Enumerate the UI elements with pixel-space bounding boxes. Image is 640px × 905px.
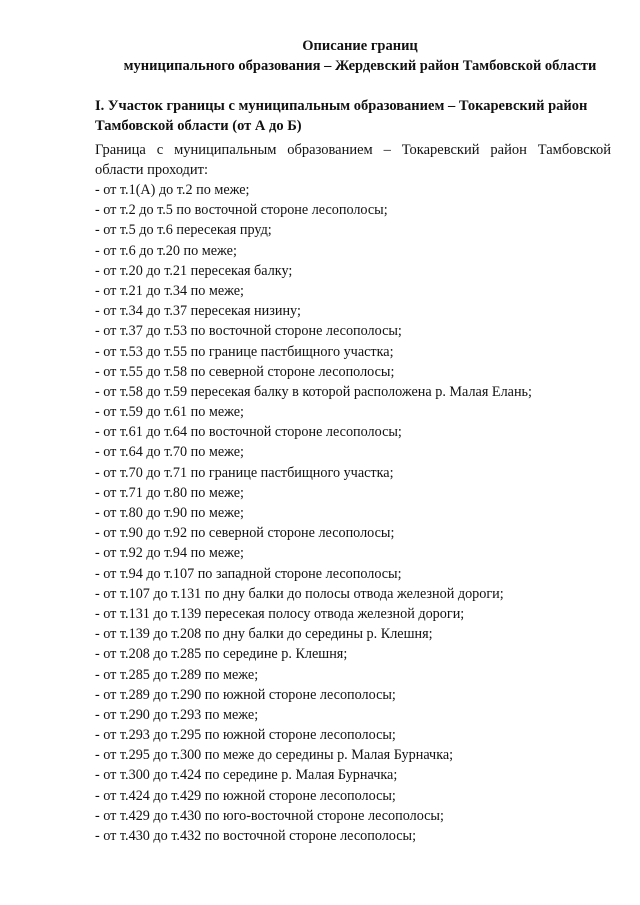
list-item: - от т.1(А) до т.2 по меже; xyxy=(95,182,250,198)
list-item: - от т.295 до т.300 по меже до середины р. Малая Бурначка; xyxy=(95,747,454,764)
list-item: - от т.300 до т.424 по середине р. Малая Бурначка; xyxy=(95,767,398,784)
list-item: - от т.53 до т.55 по границе пастбищного участка; xyxy=(95,343,394,360)
list-item: - от т.430 до т.432 по восточной стороне лесополосы; xyxy=(95,828,417,844)
list-item: - от т.80 до т.90 по меже; xyxy=(95,505,244,521)
list-item: - от т.429 до т.430 по юго-восточной стороне лесополосы; xyxy=(95,807,444,824)
list-item: - от т.71 до т.80 по меже; xyxy=(95,484,244,501)
list-item: - от т.37 до т.53 по восточной стороне лесополосы; xyxy=(95,323,402,340)
list-item: - от т.92 до т.94 по меже; xyxy=(95,545,244,562)
list-item: - от т.94 до т.107 по западной стороне лесополосы; xyxy=(95,565,402,582)
section-heading: I. Участок границы с муниципальным образованием – Токаревский район Тамбовской области (от А до Б) xyxy=(95,98,588,134)
list-item: - от т.208 до т.285 по середине р. Клешня; xyxy=(95,646,348,663)
intro-paragraph: Граница с муниципальным образованием – Токаревский район Тамбовской области проходит: xyxy=(95,142,611,178)
list-item: - от т.55 до т.58 по северной стороне лесополосы; xyxy=(95,363,395,380)
list-item: - от т.5 до т.6 пересекая пруд; xyxy=(95,222,272,239)
list-item: - от т.424 до т.429 по южной стороне лесополосы; xyxy=(95,787,396,804)
list-item: - от т.6 до т.20 по меже; xyxy=(95,242,237,259)
list-item: - от т.61 до т.64 по восточной стороне лесополосы; xyxy=(95,424,402,441)
list-item: - от т.107 до т.131 по дну балки до полосы отвода железной дороги; xyxy=(95,585,504,602)
document-title: Описание границ xyxy=(302,38,418,54)
list-item: - от т.131 до т.139 пересекая полосу отвода железной дороги; xyxy=(95,605,465,622)
list-item: - от т.289 до т.290 по южной стороне лесополосы; xyxy=(95,686,396,703)
list-item: - от т.90 до т.92 по северной стороне лесополосы; xyxy=(95,525,395,542)
list-item: - от т.139 до т.208 по дну балки до середины р. Клешня; xyxy=(95,626,433,643)
list-item: - от т.70 до т.71 по границе пастбищного участка; xyxy=(95,464,394,481)
list-item: - от т.2 до т.5 по восточной стороне лесополосы; xyxy=(95,202,388,219)
list-item: - от т.293 до т.295 по южной стороне лесополосы; xyxy=(95,727,396,744)
document-subtitle: муниципального образования – Жердевский район Тамбовской области xyxy=(123,58,597,74)
list-item: - от т.58 до т.59 пересекая балку в которой расположена р. Малая Елань; xyxy=(95,383,532,400)
list-item: - от т.20 до т.21 пересекая балку; xyxy=(95,262,293,279)
list-item: - от т.285 до т.289 по меже; xyxy=(95,666,259,683)
boundary-segment-list xyxy=(95,180,615,846)
list-item: - от т.290 до т.293 по меже; xyxy=(95,706,259,723)
list-item: - от т.59 до т.61 по меже; xyxy=(95,404,244,421)
list-item: - от т.34 до т.37 пересекая низину; xyxy=(95,303,301,320)
list-item: - от т.21 до т.34 по меже; xyxy=(95,282,244,299)
list-item: - от т.64 до т.70 по меже; xyxy=(95,444,244,461)
